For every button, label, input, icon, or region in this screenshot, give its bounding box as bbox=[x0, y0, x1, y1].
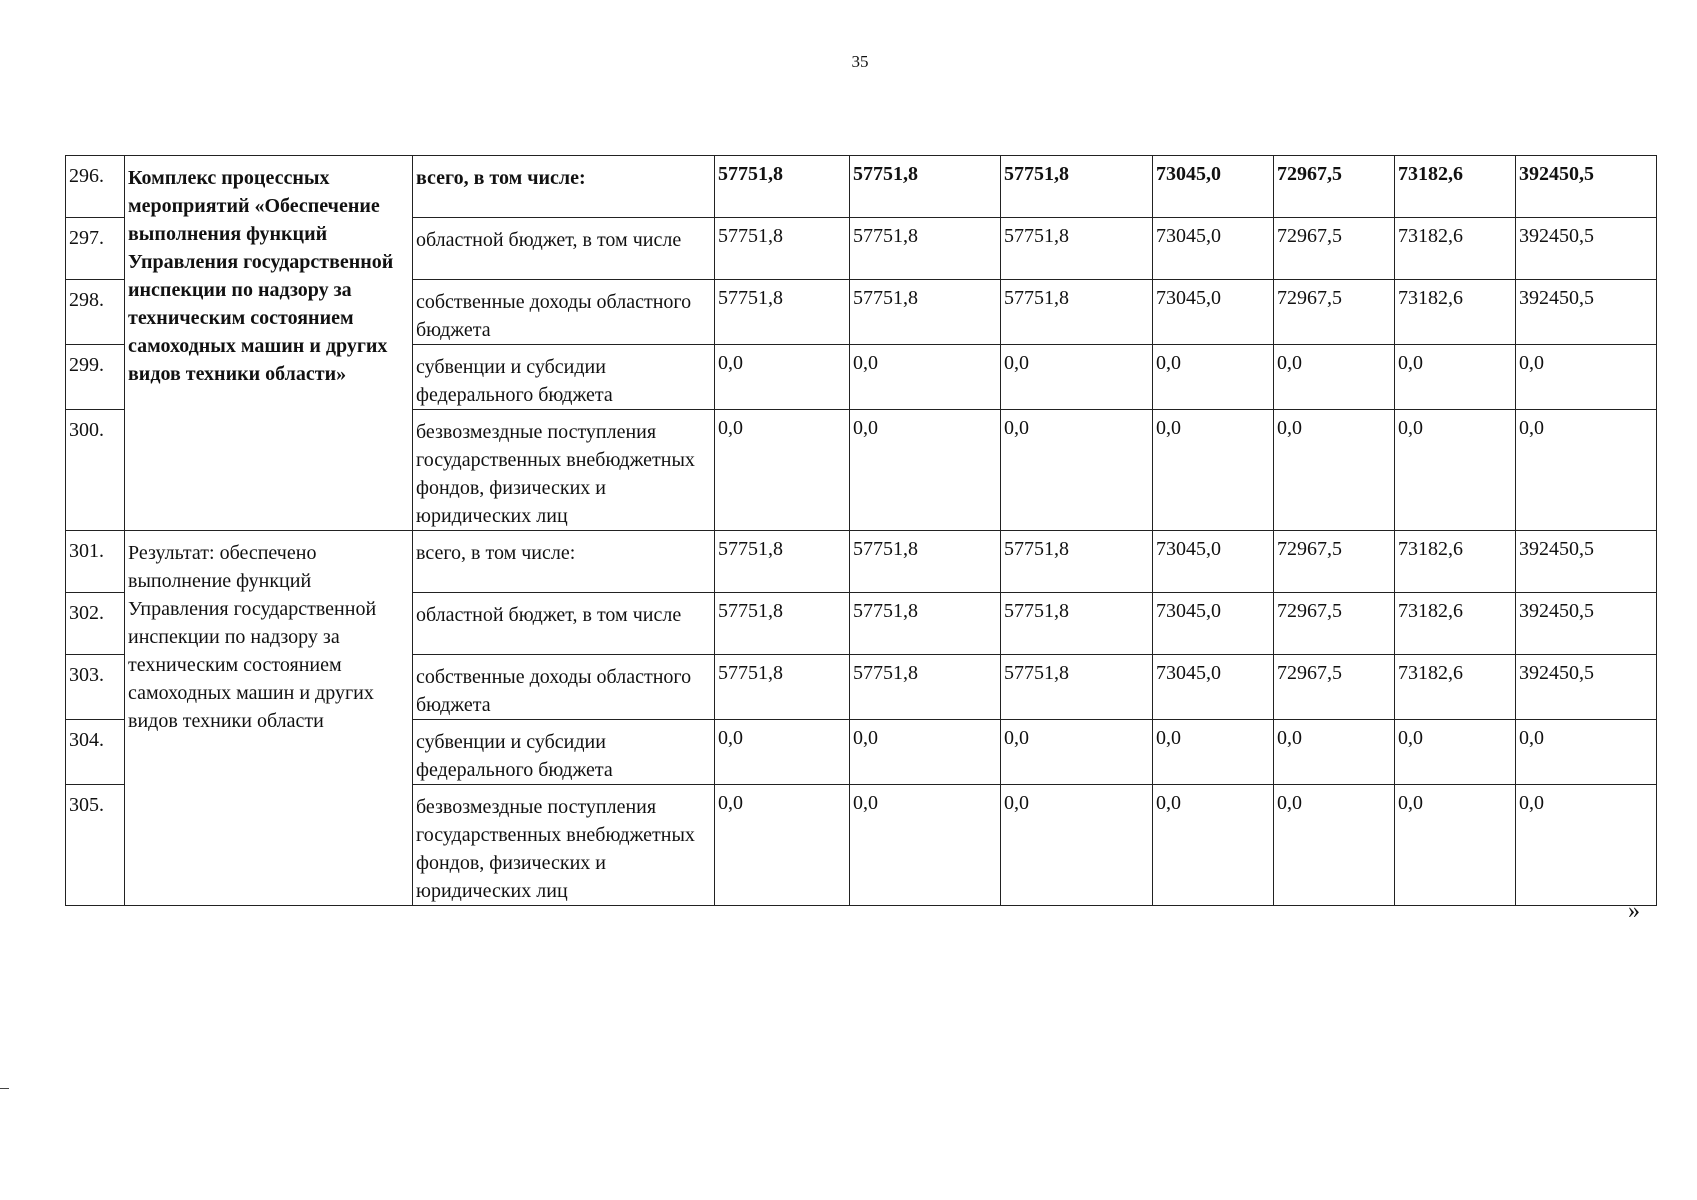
table-row bbox=[66, 156, 1657, 218]
amount-cell: 0,0 bbox=[1001, 410, 1153, 531]
funding-source: собственные доходы областного бюджета bbox=[413, 655, 715, 720]
funding-source: всего, в том числе: bbox=[413, 531, 715, 593]
amount-cell: 0,0 bbox=[1274, 410, 1395, 531]
closing-quote-mark: » bbox=[1628, 898, 1640, 924]
amount-cell: 57751,8 bbox=[1001, 156, 1153, 218]
amount-cell: 0,0 bbox=[1395, 720, 1516, 785]
amount-cell: 0,0 bbox=[1516, 720, 1657, 785]
amount-cell: 72967,5 bbox=[1274, 655, 1395, 720]
amount-cell: 0,0 bbox=[715, 410, 850, 531]
amount-cell: 392450,5 bbox=[1516, 593, 1657, 655]
amount-cell: 57751,8 bbox=[715, 531, 850, 593]
amount-cell: 57751,8 bbox=[1001, 218, 1153, 280]
amount-cell: 57751,8 bbox=[850, 531, 1001, 593]
amount-cell: 73182,6 bbox=[1395, 531, 1516, 593]
amount-cell: 73045,0 bbox=[1153, 531, 1274, 593]
result-name: Результат: обеспечено выполнение функций Управления государственной инспекции по надзору за техническим состоянием самоходных машин и других видов техники области bbox=[125, 531, 413, 906]
amount-cell: 57751,8 bbox=[1001, 531, 1153, 593]
row-number: 297. bbox=[66, 218, 125, 280]
amount-cell: 0,0 bbox=[1395, 410, 1516, 531]
amount-cell: 392450,5 bbox=[1516, 280, 1657, 345]
funding-source: безвозмездные поступления государственных внебюджетных фондов, физических и юридических лиц bbox=[413, 410, 715, 531]
amount-cell: 73182,6 bbox=[1395, 280, 1516, 345]
amount-cell: 0,0 bbox=[1153, 785, 1274, 906]
amount-cell: 0,0 bbox=[1274, 785, 1395, 906]
amount-cell: 72967,5 bbox=[1274, 218, 1395, 280]
page-number: 35 bbox=[851, 52, 869, 71]
row-number: 296. bbox=[66, 156, 125, 218]
amount-cell: 57751,8 bbox=[1001, 593, 1153, 655]
margin-mark bbox=[0, 1088, 9, 1089]
amount-cell: 0,0 bbox=[715, 345, 850, 410]
amount-cell: 0,0 bbox=[850, 345, 1001, 410]
amount-cell: 73182,6 bbox=[1395, 156, 1516, 218]
amount-cell: 0,0 bbox=[1153, 720, 1274, 785]
amount-cell: 0,0 bbox=[1274, 720, 1395, 785]
amount-cell: 57751,8 bbox=[1001, 655, 1153, 720]
amount-cell: 73045,0 bbox=[1153, 156, 1274, 218]
amount-cell: 0,0 bbox=[1516, 345, 1657, 410]
amount-cell: 73182,6 bbox=[1395, 218, 1516, 280]
funding-source: субвенции и субсидии федерального бюджета bbox=[413, 720, 715, 785]
row-number: 305. bbox=[66, 785, 125, 906]
amount-cell: 0,0 bbox=[850, 410, 1001, 531]
amount-cell: 0,0 bbox=[1001, 720, 1153, 785]
amount-cell: 57751,8 bbox=[850, 655, 1001, 720]
amount-cell: 0,0 bbox=[1001, 345, 1153, 410]
amount-cell: 0,0 bbox=[715, 785, 850, 906]
amount-cell: 0,0 bbox=[1153, 410, 1274, 531]
amount-cell: 0,0 bbox=[1516, 785, 1657, 906]
table-body bbox=[66, 156, 1657, 906]
amount-cell: 0,0 bbox=[1516, 410, 1657, 531]
amount-cell: 73045,0 bbox=[1153, 218, 1274, 280]
amount-cell: 0,0 bbox=[1274, 345, 1395, 410]
row-number: 301. bbox=[66, 531, 125, 593]
amount-cell: 57751,8 bbox=[850, 218, 1001, 280]
amount-cell: 0,0 bbox=[850, 785, 1001, 906]
row-number: 302. bbox=[66, 593, 125, 655]
budget-table bbox=[65, 155, 1657, 906]
amount-cell: 72967,5 bbox=[1274, 156, 1395, 218]
funding-source: областной бюджет, в том числе bbox=[413, 593, 715, 655]
amount-cell: 57751,8 bbox=[850, 593, 1001, 655]
amount-cell: 73182,6 bbox=[1395, 593, 1516, 655]
amount-cell: 73182,6 bbox=[1395, 655, 1516, 720]
amount-cell: 0,0 bbox=[1395, 785, 1516, 906]
row-number: 303. bbox=[66, 655, 125, 720]
funding-source: безвозмездные поступления государственных внебюджетных фондов, физических и юридических лиц bbox=[413, 785, 715, 906]
amount-cell: 0,0 bbox=[1001, 785, 1153, 906]
amount-cell: 72967,5 bbox=[1274, 280, 1395, 345]
amount-cell: 73045,0 bbox=[1153, 593, 1274, 655]
amount-cell: 57751,8 bbox=[715, 655, 850, 720]
amount-cell: 0,0 bbox=[715, 720, 850, 785]
amount-cell: 392450,5 bbox=[1516, 218, 1657, 280]
amount-cell: 392450,5 bbox=[1516, 531, 1657, 593]
funding-source: субвенции и субсидии федерального бюджета bbox=[413, 345, 715, 410]
amount-cell: 57751,8 bbox=[1001, 280, 1153, 345]
amount-cell: 73045,0 bbox=[1153, 280, 1274, 345]
row-number: 304. bbox=[66, 720, 125, 785]
program-name: Комплекс процессных мероприятий «Обеспечение выполнения функций Управления государственной инспекции по надзору за техническим состоянием самоходных машин и других видов техники области» bbox=[125, 156, 413, 531]
row-number: 300. bbox=[66, 410, 125, 531]
table-row bbox=[66, 531, 1657, 593]
amount-cell: 57751,8 bbox=[715, 218, 850, 280]
amount-cell: 57751,8 bbox=[850, 156, 1001, 218]
amount-cell: 72967,5 bbox=[1274, 531, 1395, 593]
amount-cell: 57751,8 bbox=[715, 593, 850, 655]
funding-source: собственные доходы областного бюджета bbox=[413, 280, 715, 345]
amount-cell: 57751,8 bbox=[850, 280, 1001, 345]
amount-cell: 0,0 bbox=[1395, 345, 1516, 410]
amount-cell: 392450,5 bbox=[1516, 156, 1657, 218]
amount-cell: 0,0 bbox=[1153, 345, 1274, 410]
amount-cell: 0,0 bbox=[850, 720, 1001, 785]
amount-cell: 57751,8 bbox=[715, 156, 850, 218]
amount-cell: 57751,8 bbox=[715, 280, 850, 345]
funding-source: всего, в том числе: bbox=[413, 156, 715, 218]
row-number: 298. bbox=[66, 280, 125, 345]
funding-source: областной бюджет, в том числе bbox=[413, 218, 715, 280]
amount-cell: 72967,5 bbox=[1274, 593, 1395, 655]
row-number: 299. bbox=[66, 345, 125, 410]
amount-cell: 392450,5 bbox=[1516, 655, 1657, 720]
amount-cell: 73045,0 bbox=[1153, 655, 1274, 720]
